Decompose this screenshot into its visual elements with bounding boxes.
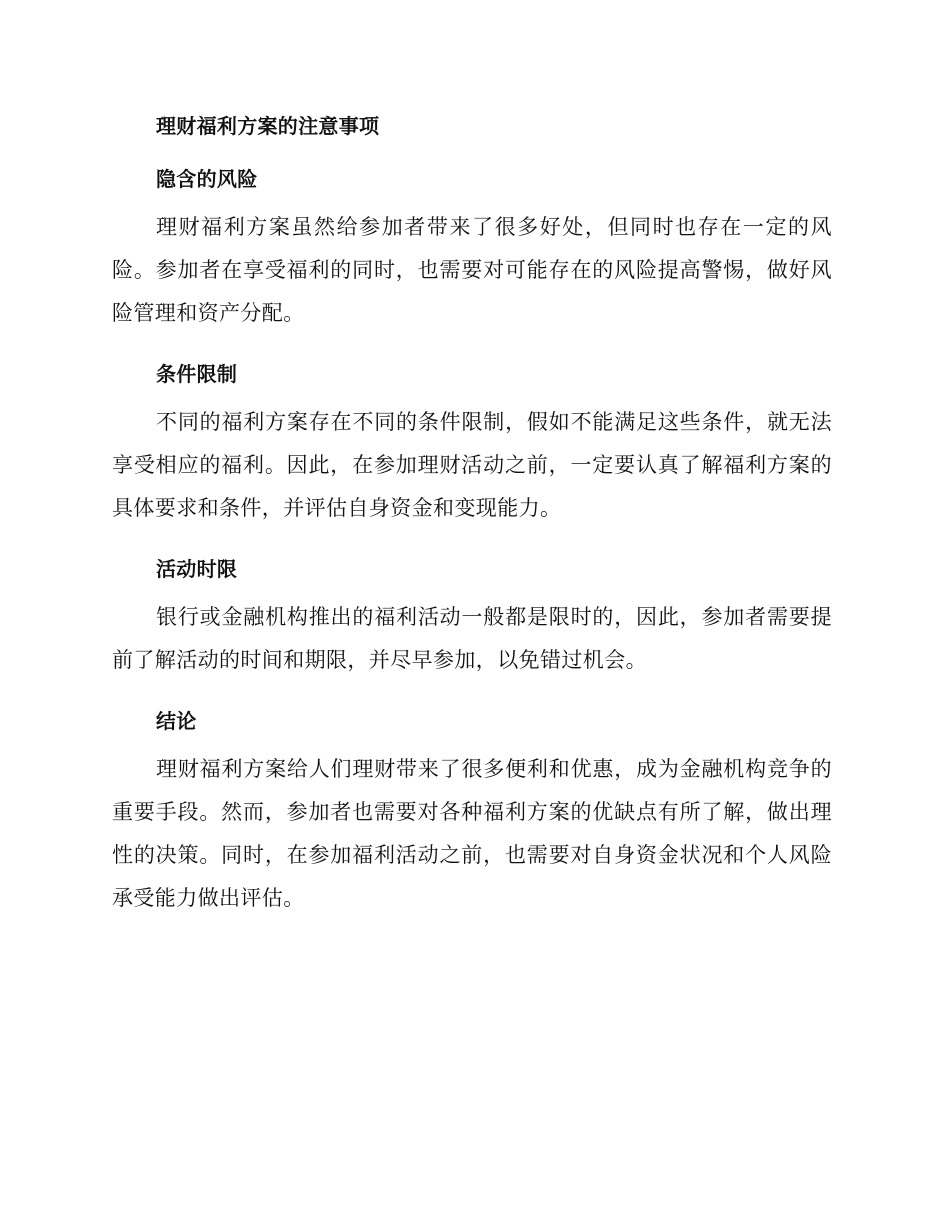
section-text-time-limit: 银行或金融机构推出的福利活动一般都是限时的，因此，参加者需要提前了解活动的时间和期限，并尽早参加，以免错过机会。 <box>112 605 832 672</box>
section-text-conditions: 不同的福利方案存在不同的条件限制，假如不能满足这些条件，就无法享受相应的福利。因此，在参加理财活动之前，一定要认真了解福利方案的具体要求和条件，并评估自身资金和变现能力。 <box>112 410 832 520</box>
section-text-conclusion: 理财福利方案给人们理财带来了很多便利和优惠，成为金融机构竞争的重要手段。然而，参加者也需要对各种福利方案的优缺点有所了解，做出理性的决策。同时，在参加福利活动之前，也需要对自身资金状况和个人风险承受能力做出评估。 <box>112 757 832 910</box>
document-title: 理财福利方案的注意事项 <box>156 114 380 138</box>
section-heading-risk: 隐含的风险 <box>156 167 258 191</box>
section-heading-conditions: 条件限制 <box>156 362 238 386</box>
document-page <box>112 112 832 920</box>
section-heading-time-limit: 活动时限 <box>156 557 238 581</box>
section-text-risk: 理财福利方案虽然给参加者带来了很多好处，但同时也存在一定的风险。参加者在享受福利的同时，也需要对可能存在的风险提高警惕，做好风险管理和资产分配。 <box>112 215 832 325</box>
section-heading-conclusion: 结论 <box>156 709 197 733</box>
